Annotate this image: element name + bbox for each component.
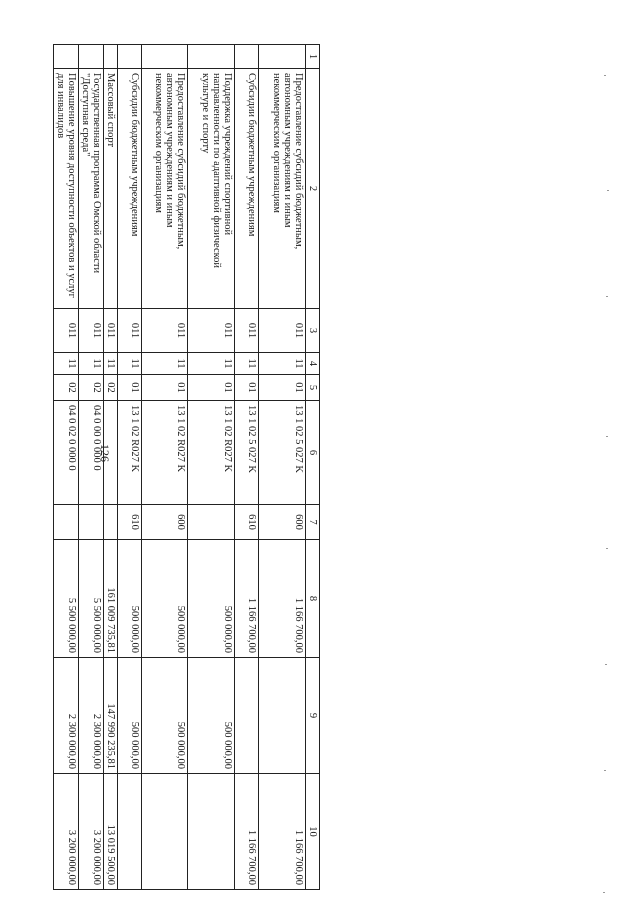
cell-c2: Поддержка учреждений спортивной направленности по адаптивной физической культуре и спорту bbox=[188, 69, 235, 309]
cell-c5: 01 bbox=[142, 375, 188, 401]
cell-c4: 11 bbox=[188, 353, 235, 375]
cell-c7 bbox=[188, 505, 235, 540]
cell-c2: Субсидии бюджетным учреждениям bbox=[235, 69, 259, 309]
cell-c6 bbox=[104, 401, 118, 505]
table-row bbox=[259, 45, 306, 890]
column-header-5: 5 bbox=[306, 375, 320, 401]
cell-c5: 01 bbox=[188, 375, 235, 401]
cell-c6: 13 1 02 R027 K bbox=[142, 401, 188, 505]
cell-c3: 011 bbox=[142, 309, 188, 353]
column-header-2: 2 bbox=[306, 69, 320, 309]
cell-c7: 610 bbox=[235, 505, 259, 540]
cell-c2: Массовый спорт bbox=[104, 69, 118, 309]
cell-c9 bbox=[235, 658, 259, 774]
cell-c7: 600 bbox=[259, 505, 306, 540]
cell-c4: 11 bbox=[79, 353, 104, 375]
cell-c10: 3 200 000,00 bbox=[54, 774, 79, 890]
scan-speck bbox=[606, 548, 608, 549]
cell-c1 bbox=[188, 45, 235, 69]
cell-c5: 02 bbox=[104, 375, 118, 401]
cell-c8: 161 009 735,81 bbox=[104, 540, 118, 658]
cell-c6: 04 0 02 0 000 0 bbox=[54, 401, 79, 505]
table-row bbox=[104, 45, 118, 890]
cell-c4: 11 bbox=[235, 353, 259, 375]
table-row bbox=[188, 45, 235, 890]
cell-c3: 011 bbox=[104, 309, 118, 353]
cell-c8: 1 166 700,00 bbox=[259, 540, 306, 658]
scan-speck bbox=[605, 664, 607, 665]
cell-c7: 610 bbox=[118, 505, 142, 540]
cell-c10: 3 200 000,00 bbox=[79, 774, 104, 890]
cell-c1 bbox=[54, 45, 79, 69]
cell-c2: Предоставление субсидий бюджетным, автономным учреждениям и иным некоммерческим организациям bbox=[259, 69, 306, 309]
cell-c5: 02 bbox=[79, 375, 104, 401]
cell-c3: 011 bbox=[79, 309, 104, 353]
table-header-row bbox=[306, 45, 320, 890]
cell-c10 bbox=[118, 774, 142, 890]
scan-speck bbox=[606, 296, 608, 297]
cell-c8: 500 000,00 bbox=[142, 540, 188, 658]
cell-c3: 011 bbox=[235, 309, 259, 353]
cell-c2: Субсидии бюджетным учреждениям bbox=[118, 69, 142, 309]
cell-c1 bbox=[118, 45, 142, 69]
cell-c6: 13 1 02 5 027 K bbox=[259, 401, 306, 505]
cell-c10: 1 166 700,00 bbox=[235, 774, 259, 890]
column-header-6: 6 bbox=[306, 401, 320, 505]
cell-c8: 5 500 000,00 bbox=[54, 540, 79, 658]
column-header-3: 3 bbox=[306, 309, 320, 353]
cell-c6: 13 1 02 R027 K bbox=[188, 401, 235, 505]
cell-c1 bbox=[79, 45, 104, 69]
cell-c6: 13 1 02 R027 K bbox=[118, 401, 142, 505]
column-header-7: 7 bbox=[306, 505, 320, 540]
scan-speck bbox=[603, 892, 605, 893]
column-header-8: 8 bbox=[306, 540, 320, 658]
cell-c8: 5 500 000,00 bbox=[79, 540, 104, 658]
scan-speck bbox=[607, 190, 609, 191]
cell-c9: 500 000,00 bbox=[188, 658, 235, 774]
cell-c1 bbox=[104, 45, 118, 69]
scan-speck bbox=[604, 75, 606, 76]
budget-table bbox=[53, 44, 320, 890]
column-header-10: 10 bbox=[306, 774, 320, 890]
cell-c9: 500 000,00 bbox=[118, 658, 142, 774]
cell-c7 bbox=[104, 505, 118, 540]
cell-c6: 04 0 00 0 000 0 bbox=[79, 401, 104, 505]
cell-c3: 011 bbox=[259, 309, 306, 353]
cell-c5: 01 bbox=[118, 375, 142, 401]
cell-c8: 500 000,00 bbox=[118, 540, 142, 658]
cell-c2: Повышение уровня доступности объектов и услуг для инвалидов bbox=[54, 69, 79, 309]
cell-c4: 11 bbox=[259, 353, 306, 375]
cell-c10: 13 019 500,00 bbox=[104, 774, 118, 890]
cell-c5: 01 bbox=[235, 375, 259, 401]
cell-c10 bbox=[188, 774, 235, 890]
cell-c7: 600 bbox=[142, 505, 188, 540]
page-number: 126 bbox=[98, 444, 112, 462]
table-row bbox=[54, 45, 79, 890]
cell-c9: 147 990 235,81 bbox=[104, 658, 118, 774]
cell-c2: Предоставление субсидий бюджетным, автономным учреждениям и иным некоммерческим организациям bbox=[142, 69, 188, 309]
cell-c3: 011 bbox=[118, 309, 142, 353]
cell-c10: 1 166 700,00 bbox=[259, 774, 306, 890]
table-row bbox=[142, 45, 188, 890]
cell-c9 bbox=[259, 658, 306, 774]
cell-c8: 500 000,00 bbox=[188, 540, 235, 658]
cell-c1 bbox=[259, 45, 306, 69]
scan-speck bbox=[606, 436, 608, 437]
rotated-budget-table bbox=[53, 44, 320, 889]
cell-c7 bbox=[79, 505, 104, 540]
cell-c5: 02 bbox=[54, 375, 79, 401]
cell-c3: 011 bbox=[188, 309, 235, 353]
cell-c10 bbox=[142, 774, 188, 890]
cell-c4: 11 bbox=[142, 353, 188, 375]
column-header-9: 9 bbox=[306, 658, 320, 774]
scan-speck bbox=[604, 770, 606, 771]
cell-c7 bbox=[54, 505, 79, 540]
table-row bbox=[235, 45, 259, 890]
cell-c1 bbox=[142, 45, 188, 69]
cell-c9: 500 000,00 bbox=[142, 658, 188, 774]
cell-c9: 2 300 000,00 bbox=[79, 658, 104, 774]
cell-c5: 01 bbox=[259, 375, 306, 401]
cell-c8: 1 166 700,00 bbox=[235, 540, 259, 658]
cell-c9: 2 300 000,00 bbox=[54, 658, 79, 774]
cell-c2: Государственная программа Омской области "Доступная среда" bbox=[79, 69, 104, 309]
column-header-4: 4 bbox=[306, 353, 320, 375]
cell-c3: 011 bbox=[54, 309, 79, 353]
cell-c4: 11 bbox=[104, 353, 118, 375]
table-row bbox=[79, 45, 104, 890]
cell-c4: 11 bbox=[54, 353, 79, 375]
cell-c1 bbox=[235, 45, 259, 69]
cell-c4: 11 bbox=[118, 353, 142, 375]
column-header-1: 1 bbox=[306, 45, 320, 69]
table-row bbox=[118, 45, 142, 890]
cell-c6: 13 1 02 5 027 K bbox=[235, 401, 259, 505]
